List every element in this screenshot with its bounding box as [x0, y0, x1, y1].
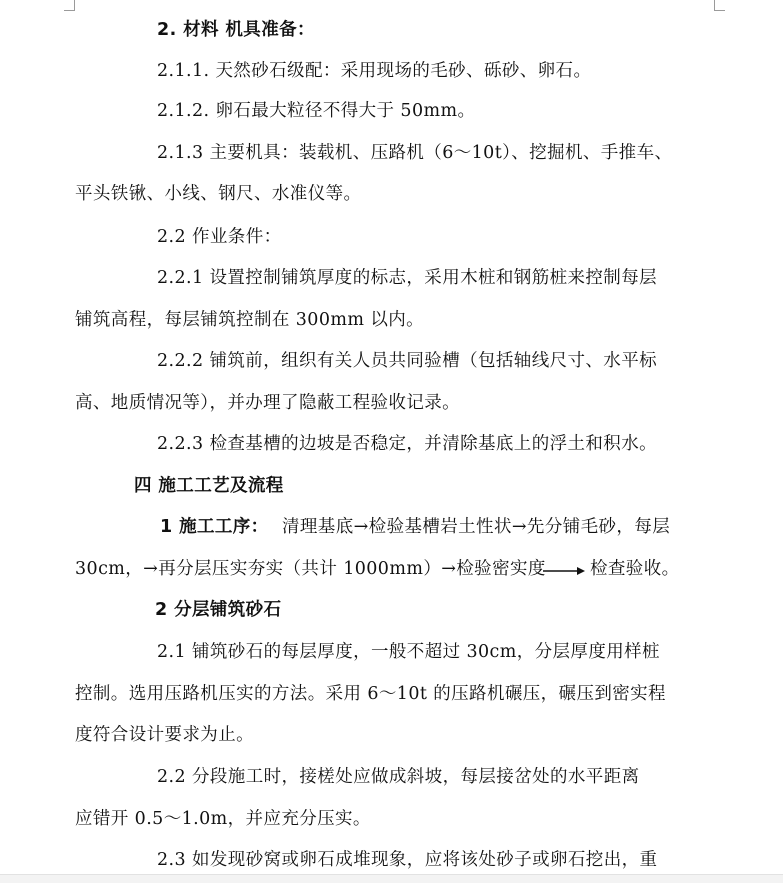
paragraph-2-1-3-line-2: 平头铁锹、小线、钢尺、水准仪等。 [75, 184, 362, 204]
paragraph-2-2-2-line-2: 高、地质情况等），并办理了隐蔽工程验收记录。 [75, 393, 461, 413]
process-text-line-2: 30cm，→再分层压实夯实（共计 1000mm）→检验密实度 [75, 559, 546, 579]
bottom-scroll-bar[interactable] [0, 874, 783, 883]
paragraph-2-1-3-line-1: 2.1.3 主要机具：装载机、压路机（6～10t）、挖掘机、手推车、 [157, 143, 673, 163]
long-arrow-icon [541, 561, 587, 577]
paragraph-2-2-1-line-1: 2.2.1 设置控制铺筑厚度的标志，采用木桩和钢筋桩来控制每层 [157, 268, 657, 288]
process-label: 1 施工工序： [160, 517, 269, 537]
paragraph-2-1-line-1: 2.1 铺筑砂石的每层厚度，一般不超过 30cm，分层厚度用样桩 [157, 642, 660, 662]
page-corner-mark-left [64, 0, 75, 11]
heading-materials-tools: 2. 材料 机具准备： [157, 20, 315, 40]
paragraph-2-1-line-3: 度符合设计要求为止。 [75, 725, 254, 745]
paragraph-2-1-2: 2.1.2. 卵石最大粒径不得大于 50mm。 [157, 101, 476, 121]
paragraph-2-2-3: 2.2.3 检查基槽的边坡是否稳定，并清除基底上的浮土和积水。 [157, 434, 657, 454]
page-corner-mark-right [714, 0, 725, 11]
paragraph-2-2-line-1: 2.2 分段施工时，接槎处应做成斜坡，每层接岔处的水平距离 [157, 767, 640, 787]
paragraph-2-1-1: 2.1.1. 天然砂石级配：采用现场的毛砂、砾砂、卵石。 [157, 61, 592, 81]
heading-section-4: 四 施工工艺及流程 [134, 476, 284, 496]
heading-2-2-conditions: 2.2 作业条件： [157, 227, 282, 247]
paragraph-2-2-1-line-2: 铺筑高程，每层铺筑控制在 300mm 以内。 [75, 310, 425, 330]
paragraph-2-1-line-2: 控制。选用压路机压实的方法。采用 6～10t 的压路机碾压，碾压到密实程 [75, 684, 666, 704]
paragraph-2-2-line-2: 应错开 0.5～1.0m，并应充分压实。 [75, 809, 371, 829]
paragraph-2-2-2-line-1: 2.2.2 铺筑前，组织有关人员共同验槽（包括轴线尺寸、水平标 [157, 351, 657, 371]
process-text-line-2-end: 检查验收。 [590, 559, 680, 579]
paragraph-2-3-line-1: 2.3 如发现砂窝或卵石成堆现象，应将该处砂子或卵石挖出，重 [157, 850, 658, 870]
heading-layered-paving: 2 分层铺筑砂石 [155, 600, 282, 620]
process-text-line-1: 清理基底→检验基槽岩土性状→先分铺毛砂，每层 [282, 517, 671, 537]
